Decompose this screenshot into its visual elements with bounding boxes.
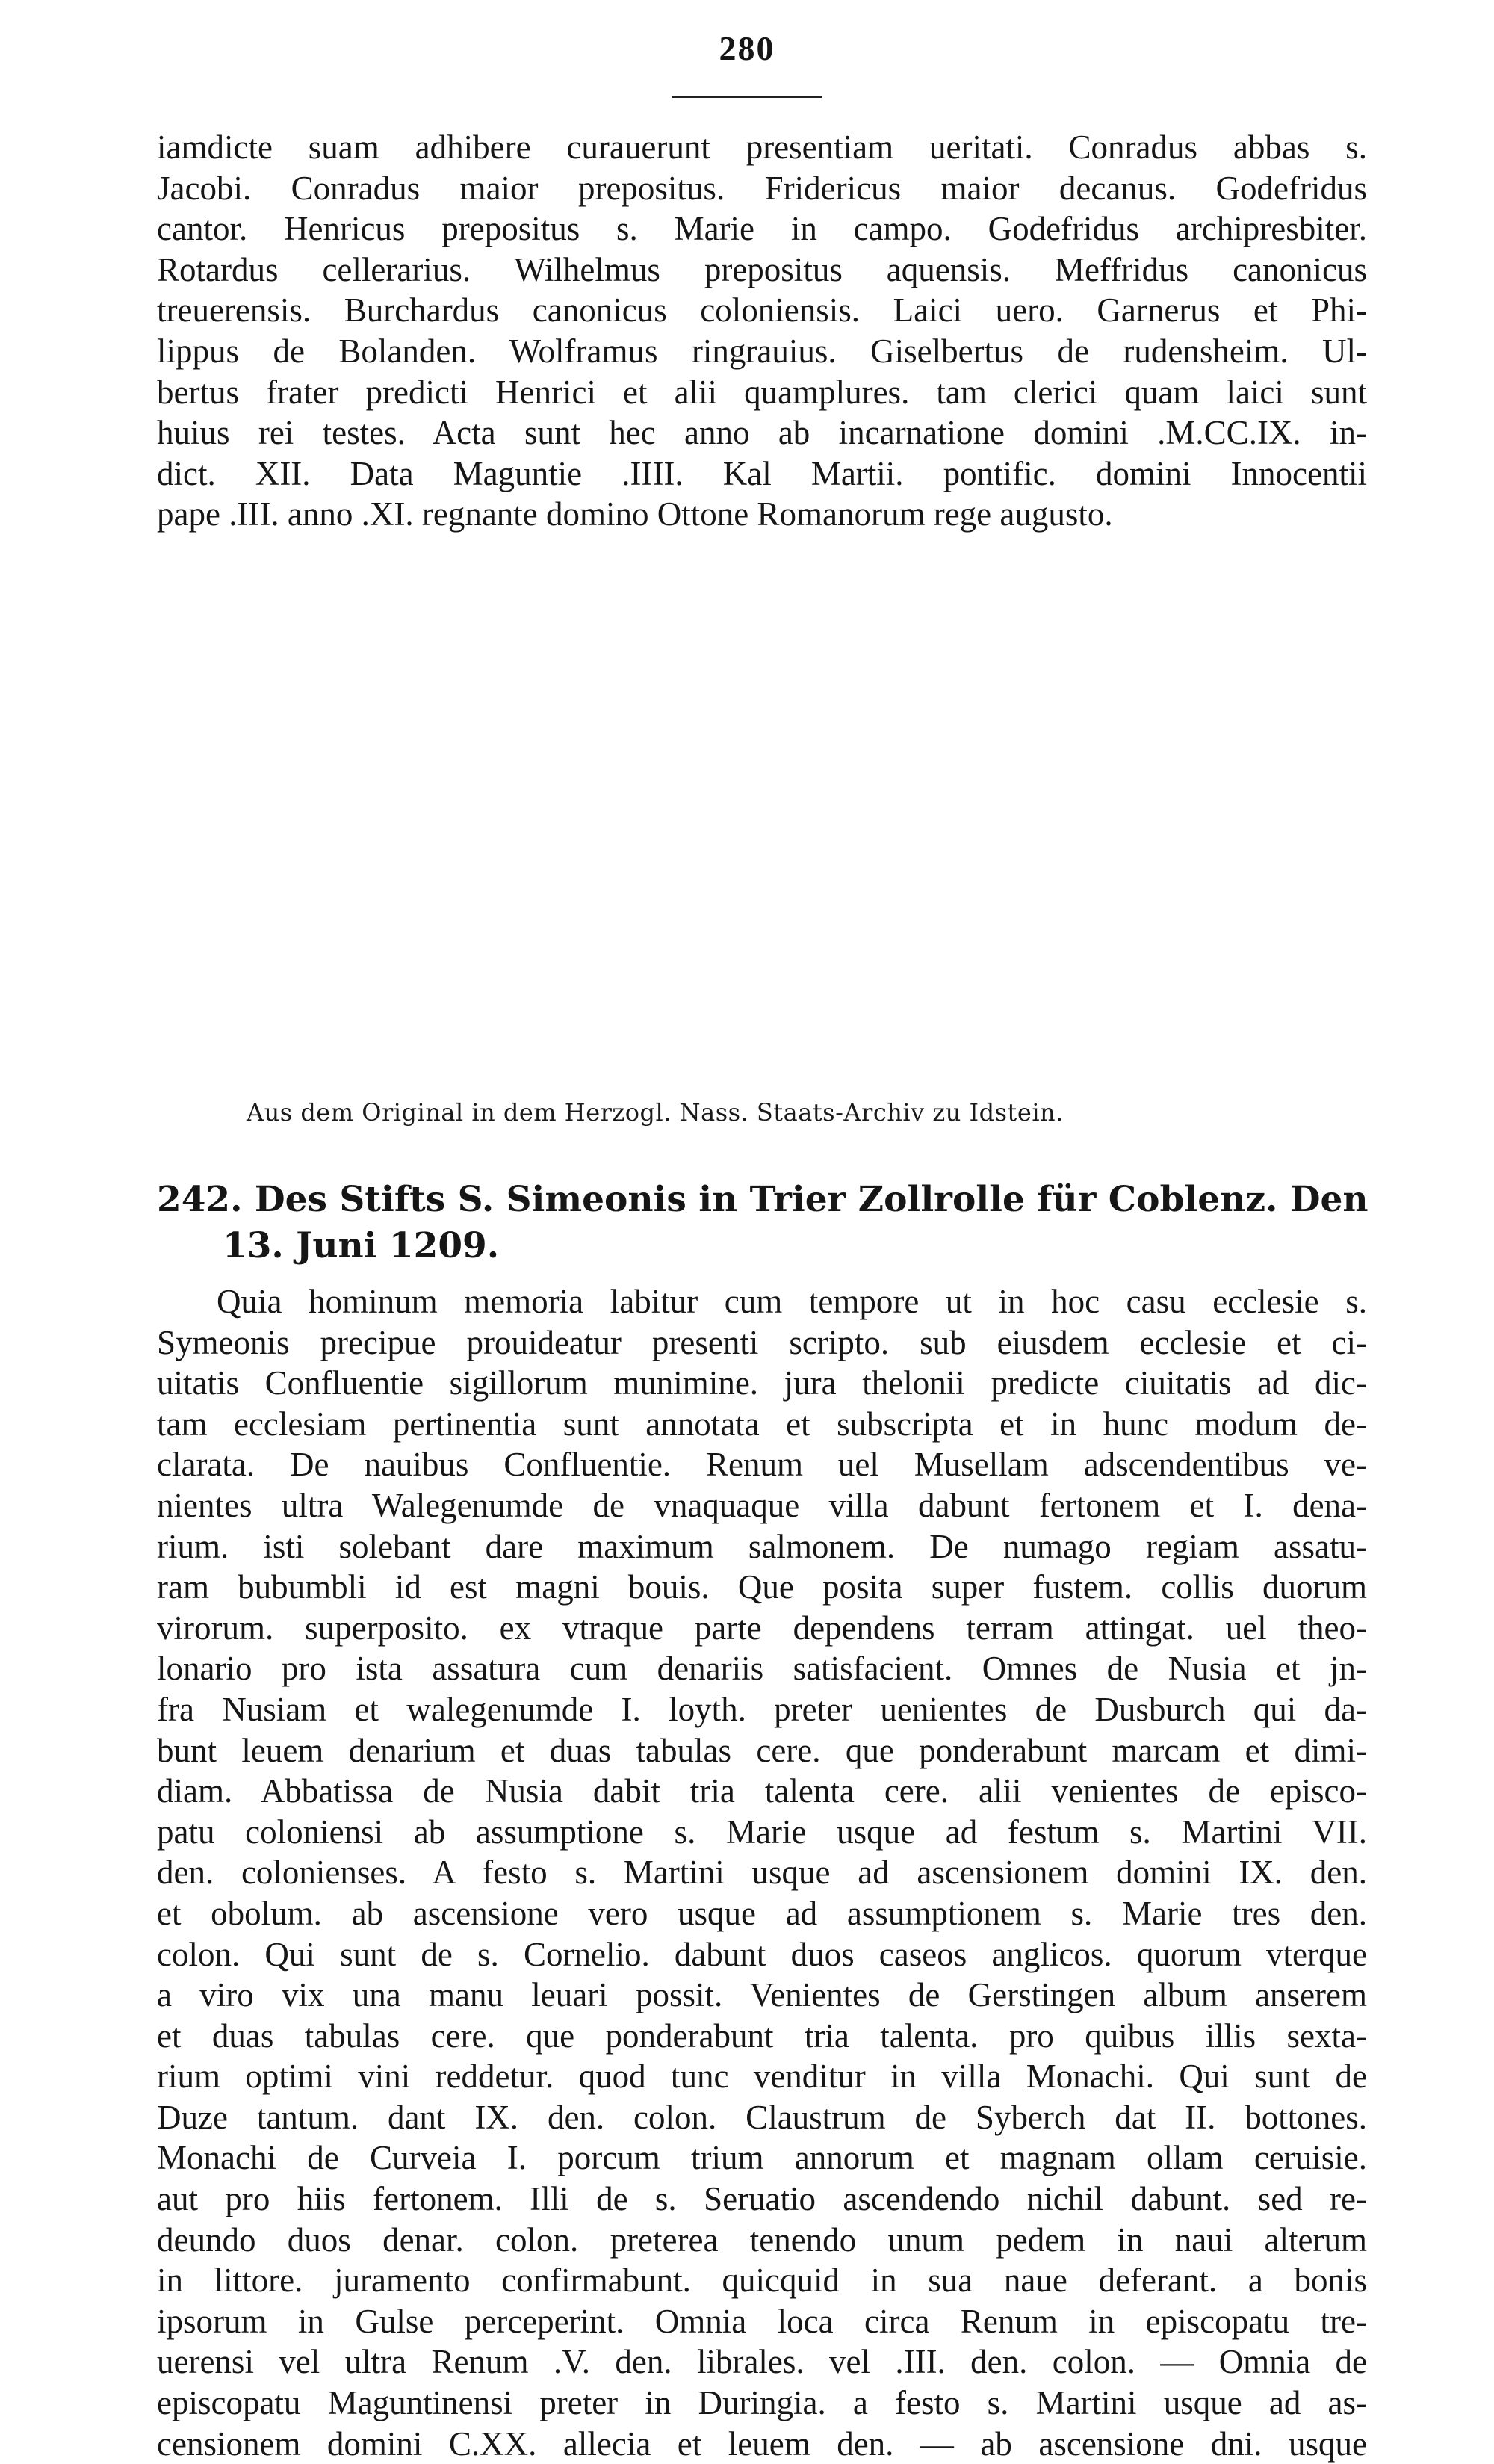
text-line: patu coloniensi ab assumptione s. Marie usque ad festum s. Martini VII. (157, 1813, 1367, 1851)
text-line: censionem domini C.XX. allecia et leuem den. — ab ascensione dni. usque (157, 2424, 1367, 2463)
page-number-rule (672, 96, 822, 98)
text-line: rium optimi vini reddetur. quod tunc venditur in villa Monachi. Qui sunt de (157, 2058, 1367, 2096)
text-line: Monachi de Curveia I. porcum trium annorum et magnam ollam ceruisie. (157, 2139, 1367, 2177)
text-line: uitatis Confluentie sigillorum munimine. jura thelonii predicte ciuitatis ad dic- (157, 1364, 1367, 1402)
text-line: in littore. juramento confirmabunt. quicquid in sua naue deferant. a bonis (157, 2262, 1367, 2300)
text-line: uerensi vel ultra Renum .V. den. librales. vel .III. den. colon. — Omnia de (157, 2343, 1367, 2381)
text-line: cantor. Henricus prepositus s. Marie in campo. Godefridus archipresbiter. (157, 210, 1367, 248)
text-line: Rotardus cellerarius. Wilhelmus prepositus aquensis. Meffridus canonicus (157, 250, 1367, 288)
text-line: rium. isti solebant dare maximum salmonem. De numago regiam assatu- (157, 1527, 1367, 1565)
text-line: fra Nusiam et walegenumde I. loyth. preter uenientes de Dusburch qui da- (157, 1690, 1367, 1728)
text-line: ram bubumbli id est magni bouis. Que posita super fustem. collis duorum (157, 1568, 1367, 1606)
text-line: tam ecclesiam pertinentia sunt annotata et subscripta et in hunc modum de- (157, 1405, 1367, 1443)
text-line: nientes ultra Walegenumde de vnaquaque villa dabunt fertonem et I. dena- (157, 1486, 1367, 1524)
document-title: Des Stifts S. Simeonis in Trier Zollrolle für Coblenz. Den (254, 1179, 1369, 1220)
text-line: colon. Qui sunt de s. Cornelio. dabunt duos caseos anglicos. quorum vterque (157, 1935, 1367, 1973)
text-line: Duze tantum. dant IX. den. colon. Claustrum de Syberch dat II. bottones. (157, 2098, 1367, 2136)
text-line: et duas tabulas cere. que ponderabunt tria talenta. pro quibus illis sexta- (157, 2016, 1367, 2055)
text-line: iamdicte suam adhibere curauerunt presentiam ueritati. Conradus abbas s. (157, 129, 1367, 166)
text-line: et obolum. ab ascensione vero usque ad assumptionem s. Marie tres den. (157, 1894, 1367, 1932)
text-line: huius rei testes. Acta sunt hec anno ab incarnatione domini .M.CC.IX. in- (157, 414, 1367, 452)
text-line: bertus frater predicti Henrici et alii quamplures. tam clerici quam laici sunt (157, 373, 1367, 411)
text-line: lonario pro ista assatura cum denariis satisfacient. Omnes de Nusia et jn- (157, 1650, 1367, 1688)
text-line: treuerensis. Burchardus canonicus coloniensis. Laici uero. Garnerus et Phi- (157, 291, 1367, 329)
text-line: episcopatu Maguntinensi preter in Duringia. a festo s. Martini usque ad as- (157, 2384, 1367, 2422)
text-line: clarata. De nauibus Confluentie. Renum uel Musellam adscendentibus ve- (157, 1446, 1367, 1484)
preceding-charter-text (157, 127, 1367, 535)
document-date: 13. Juni 1209. (223, 1225, 500, 1266)
text-line: diam. Abbatissa de Nusia dabit tria talenta cere. alii venientes de episco- (157, 1772, 1367, 1810)
text-line: Jacobi. Conradus maior prepositus. Fridericus maior decanus. Godefridus (157, 169, 1367, 207)
document-heading (157, 1177, 1367, 1269)
document-number: 242. (157, 1179, 243, 1220)
source-note: Aus dem Original in dem Herzogl. Nass. Staats-Archiv zu Idstein. (247, 1098, 1064, 1127)
text-line: den. colonienses. A festo s. Martini usque ad ascensionem domini IX. den. (157, 1854, 1367, 1892)
text-line: pape .III. anno .XI. regnante domino Ottone Romanorum rege augusto. (157, 495, 1113, 533)
text-line: ipsorum in Gulse perceperint. Omnia loca circa Renum in episcopatu tre- (157, 2302, 1367, 2340)
text-line: bunt leuem denarium et duas tabulas cere. que ponderabunt marcam et dimi- (157, 1731, 1367, 1769)
text-line: dict. XII. Data Maguntie .IIII. Kal Martii. pontific. domini Innocentii (157, 454, 1367, 492)
text-line: deundo duos denar. colon. preterea tenendo unum pedem in naui alterum (157, 2220, 1367, 2259)
text-line: virorum. superposito. ex vtraque parte dependens terram attingat. uel theo- (157, 1609, 1367, 1647)
text-line: lippus de Bolanden. Wolframus ringrauius. Giselbertus de rudensheim. Ul- (157, 332, 1367, 370)
text-line: Symeonis precipue prouideatur presenti scripto. sub eiusdem ecclesie et ci- (157, 1323, 1367, 1361)
charter-body (157, 1281, 1367, 2464)
text-line: a viro vix una manu leuari possit. Venientes de Gerstingen album anserem (157, 1976, 1367, 2014)
text-line: aut pro hiis fertonem. Illi de s. Seruatio ascendendo nichil dabunt. sed re- (157, 2180, 1367, 2218)
page-number: 280 (719, 29, 775, 67)
heading-line-1 (157, 1177, 1367, 1223)
text-line: Quia hominum memoria labitur cum tempore ut in hoc casu ecclesie s. (217, 1283, 1367, 1320)
